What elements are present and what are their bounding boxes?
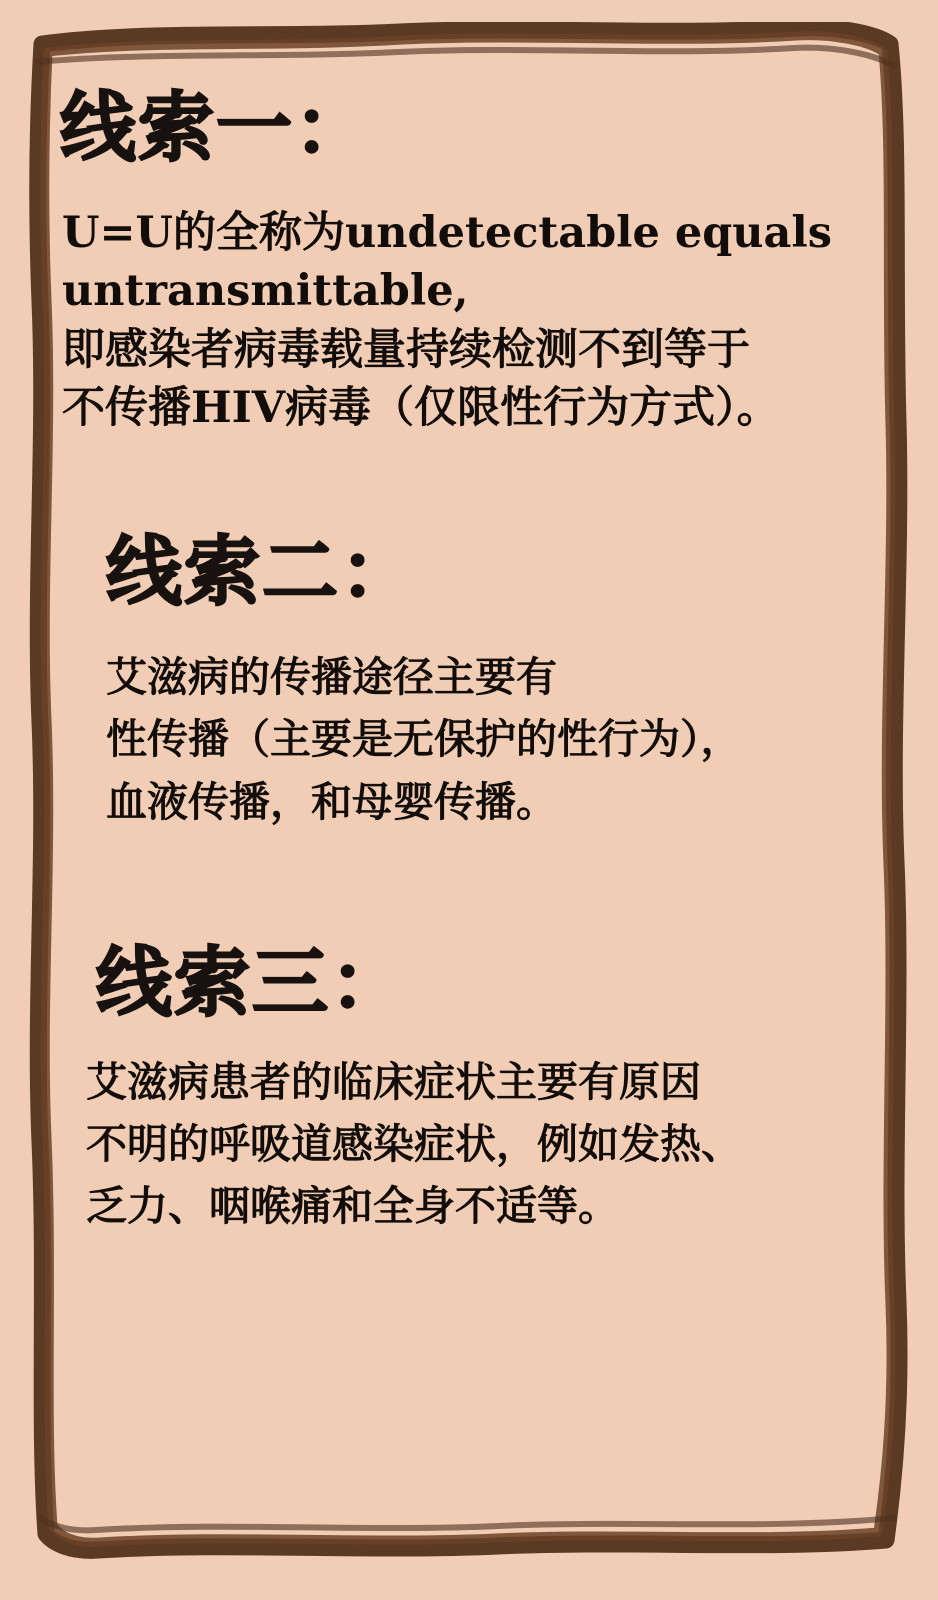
section-2-line-1: 艾滋病的传播途径主要有 [106,652,557,701]
section-3-heading: 线索三： [96,937,408,1027]
section-1-line-2: untransmittable, [62,266,469,317]
section-2-line-3: 血液传播，和母婴传播。 [106,777,557,826]
spacer-2 [60,833,878,945]
section-1-heading: 线索一： [60,83,372,172]
section-clue-1 [60,83,878,438]
section-1-line-3: 即感染者病毒载量持续检测不到等于 [62,324,750,375]
spacer-1 [60,438,878,534]
section-clue-2 [60,526,878,833]
section-3-line-1: 艾滋病患者的临床症状主要有原因 [86,1057,701,1106]
section-3-line-3: 乏力、咽喉痛和全身不适等。 [86,1182,619,1231]
section-3-body [86,1051,878,1238]
section-2-line-2: 性传播（主要是无保护的性行为）， [106,715,742,764]
section-1-body [62,204,878,438]
section-3-line-2: 不明的呼吸道感染症状，例如发热、 [86,1120,742,1169]
section-1-line-1: U=U的全称为undetectable equals [62,208,832,258]
section-1-line-4: 不传播HIV病毒（仅限性行为方式）。 [62,383,780,434]
section-2-heading: 线索二： [106,526,418,616]
section-clue-3 [60,937,878,1238]
section-2-body [106,646,878,833]
